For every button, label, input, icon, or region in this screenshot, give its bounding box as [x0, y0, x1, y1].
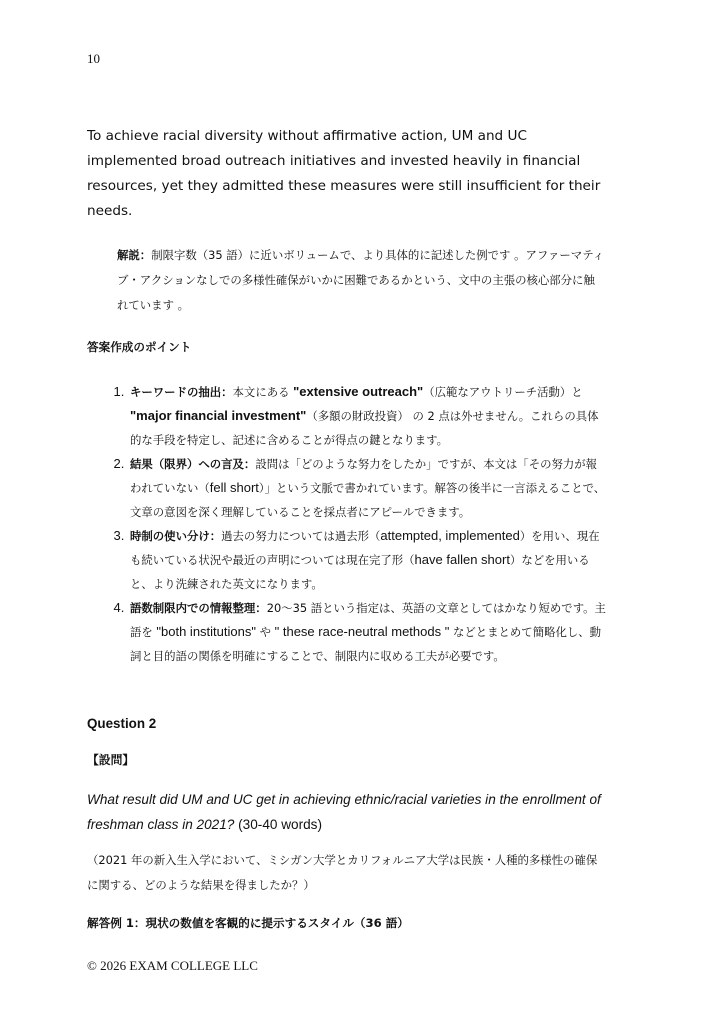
- question-label: 【設問】: [87, 753, 135, 767]
- point-term: "extensive outreach": [293, 384, 424, 399]
- question-text-en: [87, 787, 606, 837]
- points-heading: 答案作成のポイント: [87, 340, 192, 354]
- word-limit: (30-40 words): [238, 817, 322, 832]
- point-text: 設問は「どのような努力をしたか」ですが、本文は「その努力が報われていない（: [130, 457, 598, 495]
- point-item: [128, 380, 606, 452]
- example-heading: 解答例 1：現状の数値を客観的に提示するスタイル（36 語）: [87, 916, 409, 930]
- commentary-text: 制限字数（35 語）に近いボリュームで、より具体的に記述した例です 。アファーマティブ・アクションなしでの多様性確保がいかに困難であるかという、文中の主張の核心部分に触れています 。: [117, 248, 605, 312]
- point-title: 語数制限内での情報整理：: [130, 601, 267, 615]
- point-text: 本文にある: [232, 385, 294, 399]
- point-text: （広範なアウトリーチ活動）と: [423, 385, 583, 399]
- point-term: "major financial investment": [130, 408, 307, 423]
- question-text: What result did UM and UC get in achieving ethnic/racial varieties in the enrollment of freshman class in 2021?: [87, 792, 601, 832]
- point-title: キーワードの抽出：: [130, 385, 233, 399]
- copyright: © 2026 EXAM COLLEGE LLC: [87, 958, 258, 973]
- commentary: [117, 243, 606, 318]
- point-text: 20～35 語という指定は、英語の文章としてはかなり短めです。主語を: [130, 601, 606, 639]
- point-text: ）」という文脈で書かれています。解答の後半に一言添えることで、文章の意図を深く理解していることを採点者にアピールできます。: [130, 481, 606, 519]
- point-term: "both institutions": [156, 624, 256, 639]
- point-item: [128, 596, 606, 668]
- point-term: " these race-neutral methods ": [274, 624, 450, 639]
- point-term: have fallen short: [414, 552, 510, 567]
- point-title: 時制の使い分け：: [130, 529, 222, 543]
- point-item: [128, 524, 606, 596]
- page-content: [87, 124, 606, 932]
- point-item: [128, 452, 606, 524]
- question-heading: Question 2: [87, 716, 157, 731]
- point-title: 結果（限界）への言及：: [130, 457, 256, 471]
- point-text: ）を用い、現在も続いている状況や最近の声明については現在完了形（: [130, 529, 600, 567]
- point-text: や: [255, 625, 275, 639]
- point-term: attempted, implemented: [380, 528, 520, 543]
- question-text-ja: （2021 年の新入生入学において、ミシガン大学とカリフォルニア大学は民族・人種的多様性の確保に関する、どのような結果を得ましたか？）: [87, 853, 598, 892]
- commentary-label: 解説：: [117, 248, 152, 262]
- points-list: [87, 380, 606, 668]
- point-text: ）などを用いると、より洗練された英文になります。: [130, 553, 590, 591]
- model-answer-sentence: To achieve racial diversity without affirmative action, UM and UC implemented broad outreach initiatives and invested heavily in financial resources, yet they admitted these measures were still insufficient for their needs.: [87, 128, 601, 219]
- point-text: などとまとめて簡略化し、動詞と目的語の関係を明確にすることで、制限内に収める工夫が必要です。: [130, 625, 602, 663]
- point-text: （多額の財政投資） の 2 点は外せません。これらの具体的な手段を特定し、記述に含めることが得点の鍵となります。: [130, 409, 599, 447]
- point-text: 過去の努力については過去形（: [221, 529, 381, 543]
- page-number: 10: [87, 51, 100, 66]
- point-term: fell short: [209, 480, 259, 495]
